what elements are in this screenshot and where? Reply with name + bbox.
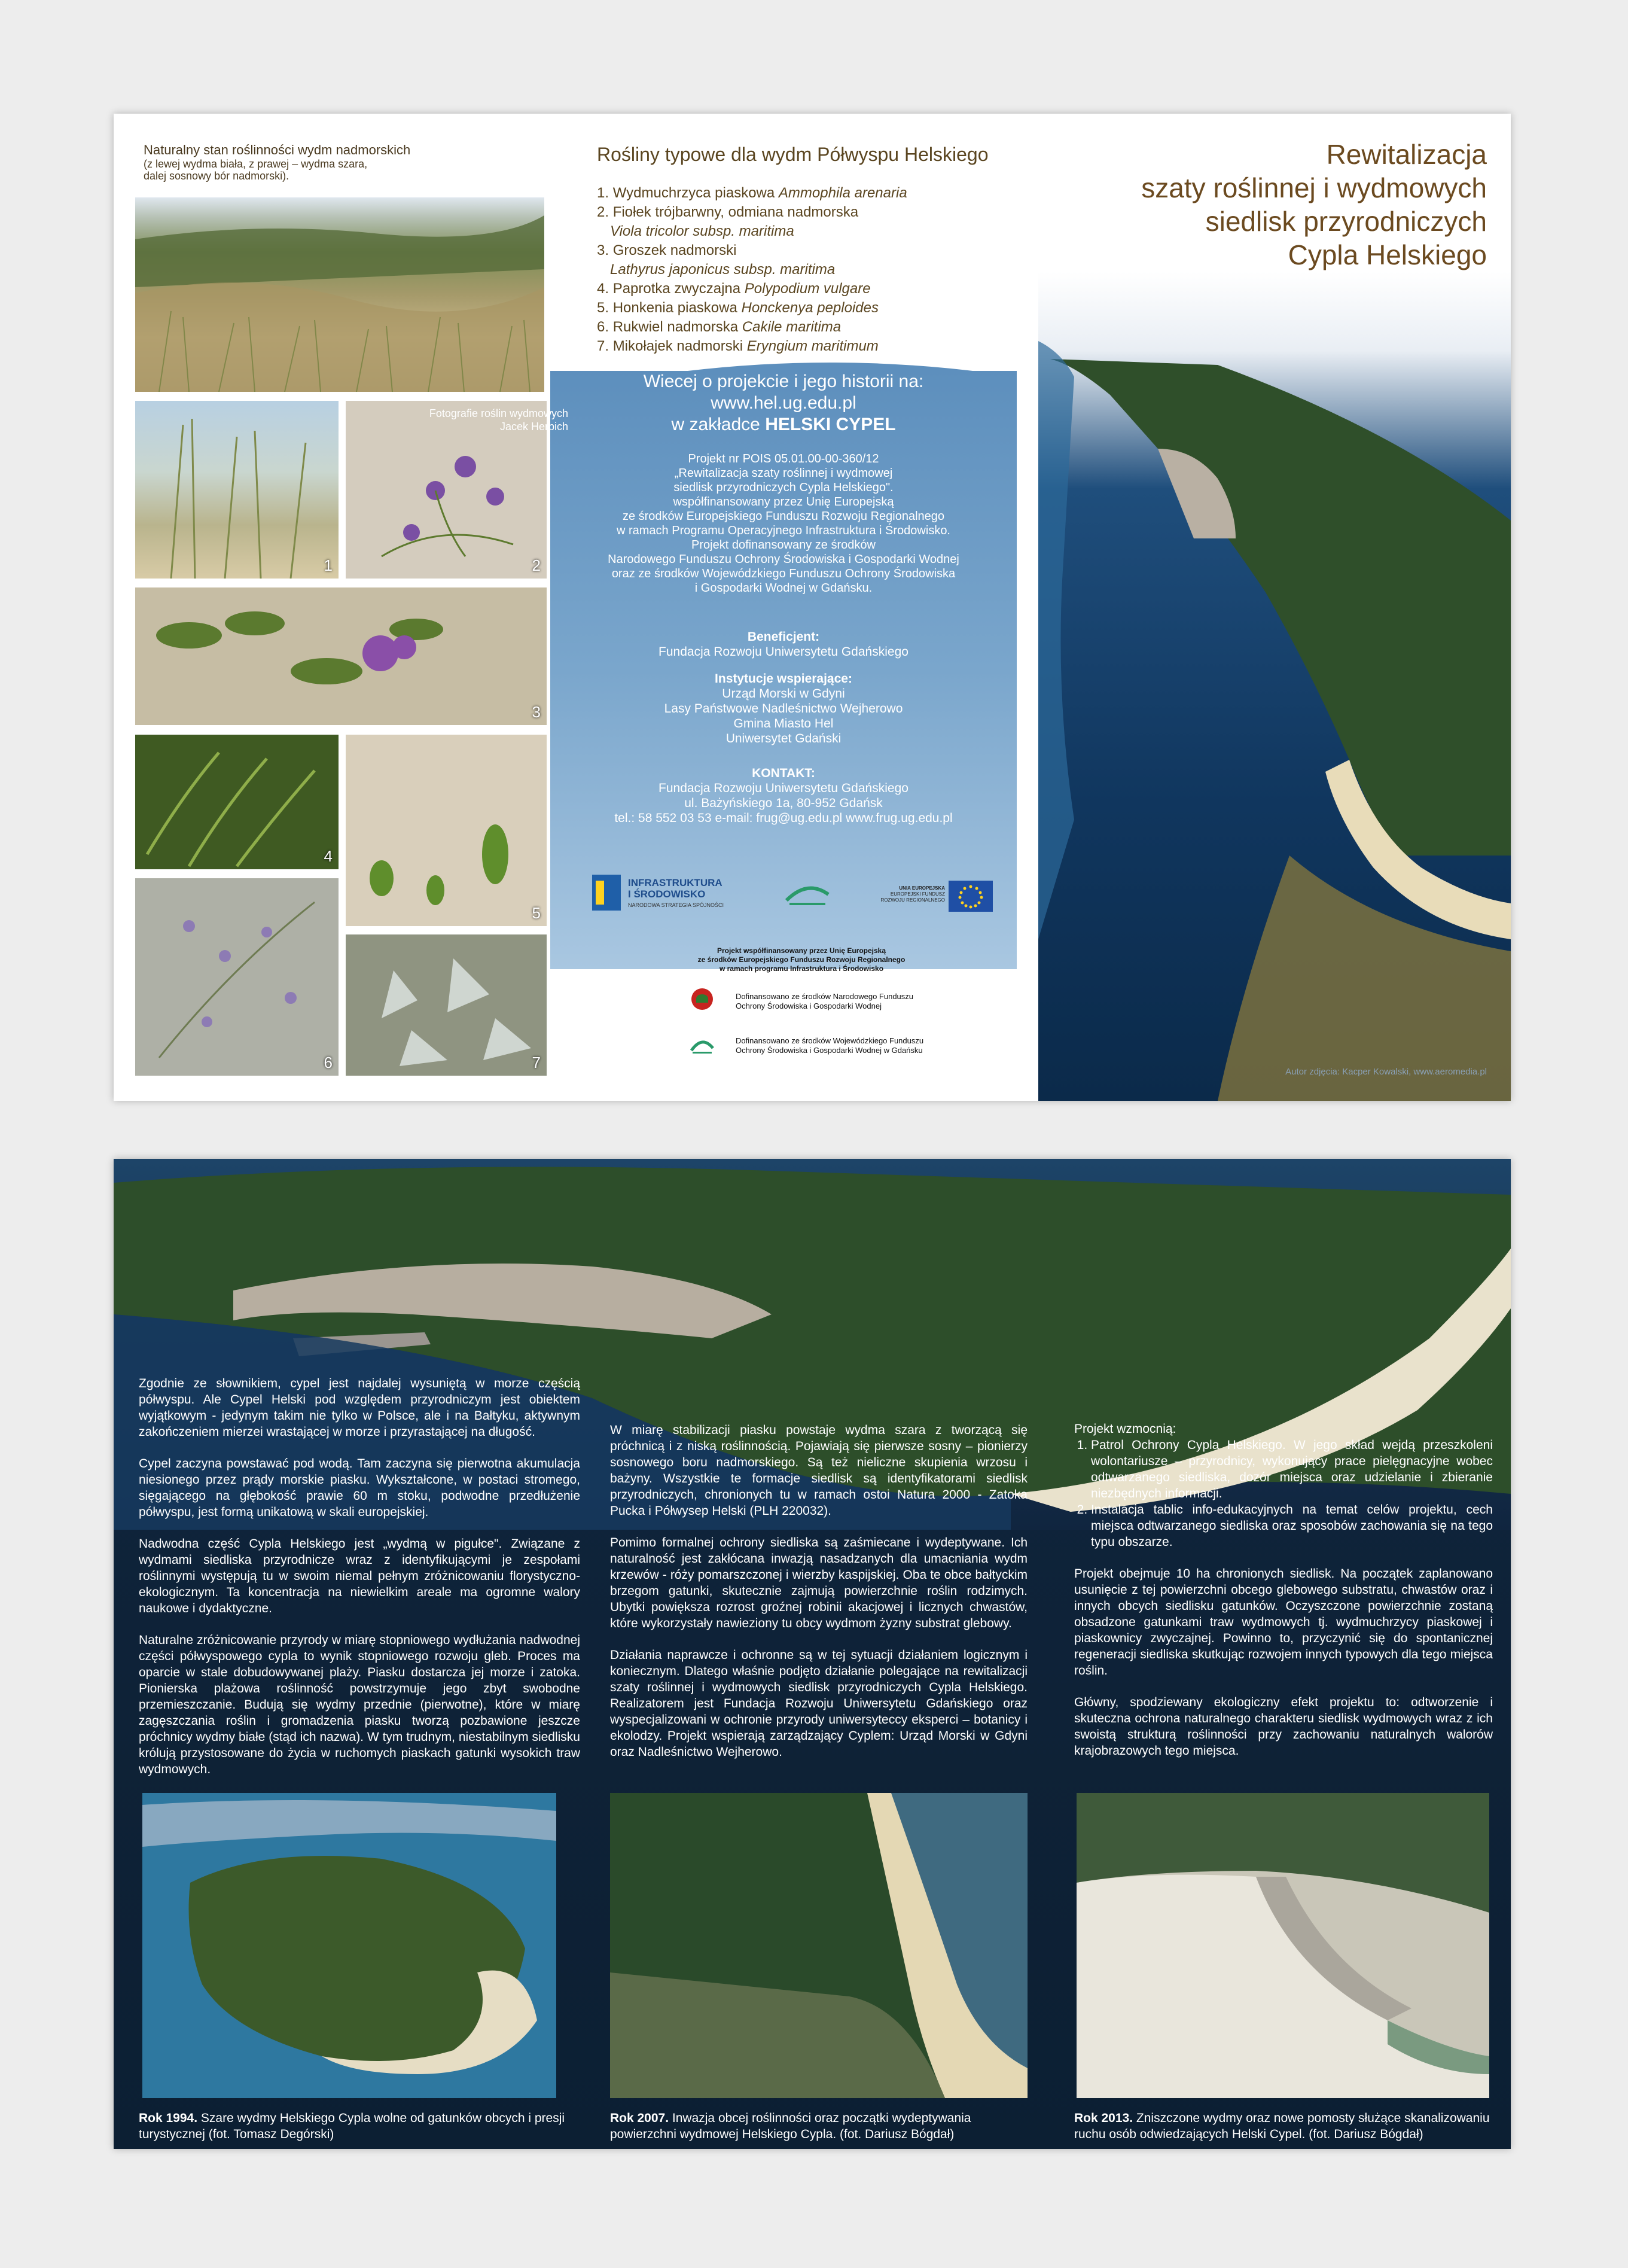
plant-list-item — [597, 241, 1016, 279]
support-block — [550, 671, 1017, 746]
plant-name: Mikołajek nadmorski — [612, 338, 743, 354]
project-description-line: Projekt nr POIS 05.01.00-00-360/12 — [688, 452, 879, 465]
plant-photo-number: 7 — [532, 1054, 541, 1071]
project-description-line: siedlisk przyrodniczych Cypla Helskiego". — [673, 481, 894, 494]
support-label: Instytucje wspierające: — [715, 672, 852, 686]
project-description-line: w ramach Programu Operacyjnego Infrastruktura i Środowisko. — [616, 524, 950, 537]
col3-intro: Projekt wzmocnią: — [1074, 1422, 1176, 1436]
lasy-panstwowe-logo — [783, 876, 831, 912]
project-description-line: współfinansowany przez Unię Europejską — [673, 495, 894, 509]
support-institution: Gmina Miasto Hel — [733, 717, 834, 730]
plant-number: 1. — [597, 185, 613, 201]
photo-2013 — [1077, 1793, 1489, 2098]
is-logo-stripe — [596, 881, 604, 905]
contact-block — [550, 766, 1017, 826]
plant-number: 5. — [597, 300, 613, 316]
contact-line: ul. Bażyńskiego 1a, 80-952 Gdańsk — [684, 796, 883, 810]
plant-photo-1 — [135, 401, 339, 579]
caption-2007-year: Rok 2007. — [610, 2111, 669, 2125]
project-description-line: oraz ze środków Wojewódzkiego Funduszu Ochrony Środowiska — [611, 567, 956, 580]
plant-list-item — [597, 184, 1016, 203]
cofin-line1: Projekt współfinansowany przez Unię Europejską — [717, 946, 886, 955]
column-2-paragraph: Pomimo formalnej ochrony siedliska są zaśmiecane i wydeptywane. Ich naturalność jest zakłócana inwazją nasadzanych dla umacniania wydm krzewów - róży pomarszczonej i wierzby kaspijskiej. Oba te obce bałtyckim brzegom gatunki, skutecznie zajmują powierzchnie roślin rodzimych. Ubytki powiększa rozrost groźnej robinii akacjowej i licznych chwastów, które wykorzystały nawieziony tu obcy wydmom żyzny substrat glebowy. — [610, 1536, 1028, 1630]
project-description-line: i Gospodarki Wodnej w Gdańsku. — [694, 582, 873, 595]
plants-list — [597, 184, 1016, 356]
caption-2007-text: Inwazja obcej roślinności oraz początki wydeptywania powierzchni wydmowej Helskiego Cypla. (fot. Dariusz Bógdał) — [610, 2111, 971, 2141]
wfosigw-logo-icon — [689, 1033, 715, 1059]
plant-photo-number: 5 — [532, 904, 541, 922]
cofin-line2: ze środków Europejskiego Funduszu Rozwoju Regionalnego — [697, 955, 906, 964]
is-logo-line3: NARODOWA STRATEGIA SPÓJNOŚCI — [628, 902, 724, 908]
plant-name: Rukwiel nadmorska — [612, 319, 739, 335]
dune-caption-sub-1: (z lewej wydma biała, z prawej – wydma szara, — [144, 158, 368, 170]
project-more-info — [550, 371, 1017, 436]
column-3-paragraph: Główny, spodziewany ekologiczny efekt projektu to: odtworzenie i skuteczna ochrona naturalnego charakteru siedlisk wydmowych wraz z ich swoistą strukturą roślinności przy zachowaniu naturalnych walorów krajobrazowych tego miejsca. — [1074, 1695, 1493, 1758]
more-info-line1: Wiecej o projekcie i jego historii na: — [643, 372, 924, 391]
inside-column-1 — [139, 1375, 580, 1793]
cover-photo-credit: Autor zdjęcia: Kacper Kowalski, www.aeromedia.pl — [1285, 1067, 1487, 1077]
plant-latin-name: Viola tricolor subsp. maritima — [610, 223, 794, 239]
is-logo-line2: I ŚRODOWISKO — [628, 888, 706, 900]
contact-line: tel.: 58 552 03 53 e-mail: frug@ug.edu.pl www.frug.ug.edu.pl — [614, 811, 953, 825]
plant-latin-name: Honckenya peploides — [741, 300, 879, 316]
cover-title-line: siedlisk przyrodniczych — [1205, 206, 1487, 237]
col3-paragraphs — [1074, 1566, 1493, 1759]
plant-photo-5 — [346, 735, 547, 926]
col3-list-item: 1. Patrol Ochrony Cypla Helskiego. W jego skład wejdą przeszkoleni wolontariusze – przyrodnicy, wykonujący prace pielęgnacyjne wobec odtwarzanego siedliska, dozór miejsca oraz udzielanie i zbieranie niezbędnych informacji. — [1091, 1437, 1493, 1502]
plant-number: 7. — [597, 338, 613, 354]
plant-latin-name: Eryngium maritimum — [746, 338, 879, 354]
dune-photo-caption — [144, 142, 467, 182]
caption-2007 — [610, 2110, 1029, 2142]
eu-logo-line3: ROZWOJU REGIONALNEGO — [880, 897, 945, 903]
column-2-paragraph: W miarę stabilizacji piasku powstaje wydma szara z tworzącą się próchnicą i z niską roślinnością. Pojawiają się pierwsze sosny – pionierzy sosnowego boru nadmorskiego. Są też nieliczne skupienia wrzosu i bażyny. Wszystkie te formacje siedlisk są identyfikatorami siedlisk przyrodniczych, chronionych tu w ramach ostoi Natura 2000 - Zatoka Pucka i Półwysep Helski (PLH 220032). — [610, 1423, 1028, 1518]
plant-photos-credit — [365, 407, 568, 433]
column-1-paragraph: Zgodnie ze słownikiem, cypel jest najdalej wysuniętą w morze częścią półwyspu. Ale Cypel Helski pod względem przyrodniczym jest obiektem wyjątkowym - jedynym takim nie tylko w Polsce, ale i na Bałtyku, aktywnym zakończeniem mierzei wrastającej w morze i przyrastającej na długość. — [139, 1377, 580, 1439]
project-description-line: „Rewitalizacja szaty roślinnej i wydmowej — [674, 467, 893, 480]
plant-photos-credit-name: Jacek Herbich — [499, 421, 568, 433]
plants-title: Rośliny typowe dla wydm Półwyspu Helskiego — [597, 144, 989, 165]
plant-number: 3. — [597, 242, 613, 258]
eu-logo-line2: EUROPEJSKI FUNDUSZ — [890, 891, 945, 897]
nfos-line1: Dofinansowano ze środków Narodowego Funduszu — [736, 992, 914, 1001]
plant-photo-number: 1 — [324, 556, 333, 574]
wfosigw-note — [736, 1036, 999, 1055]
column-1-paragraph: Naturalne zróżnicowanie przyrody w miarę stopniowego wydłużania nadwodnej części półwyspowego cypla to wynik stopniowego rozwoju gleb. Proces ma oparcie w stale dobudowywanej plaży. Piasku dostarcza jej morze i zatoka. Pionierska plażowa roślinność powstrzymuje jego zbyt swobodne przemieszczanie. Budują się wydmy przednie (pierwotne), które w miarę zagęszczania roślin i gromadzenia piasku tworzą pozbawione jeszcze próchnicy wydmy białe (stąd ich nazwa). W tym trudnym, niestabilnym siedlisku królują przystosowane do życia w ruchomych piaskach gatunki wysokich traw wydmowych. — [139, 1633, 580, 1776]
infrastruktura-logo — [592, 875, 736, 917]
cover-title-line: szaty roślinnej i wydmowych — [1141, 172, 1487, 203]
support-institution: Lasy Państwowe Nadleśnictwo Wejherowo — [664, 702, 903, 716]
photo-2007 — [610, 1793, 1028, 2098]
plants-section — [597, 144, 1016, 356]
cofin-line3: w ramach programu Infrastruktura i Środowisko — [719, 964, 884, 973]
plant-photo-6 — [135, 878, 339, 1076]
plant-number: 4. — [597, 281, 613, 297]
plant-latin-name: Cakile maritima — [742, 319, 842, 335]
cover-title-line: Cypla Helskiego — [1288, 239, 1487, 270]
dune-landscape-photo — [135, 197, 544, 392]
caption-2013 — [1074, 2110, 1493, 2142]
project-description-line: Narodowego Funduszu Ochrony Środowiska i Gospodarki Wodnej — [608, 553, 959, 566]
plant-photo-number: 2 — [532, 556, 541, 574]
eu-logo-line1: UNIA EUROPEJSKA — [899, 885, 945, 891]
inside-column-3 — [1074, 1421, 1493, 1774]
plant-number: 6. — [597, 319, 613, 335]
plant-list-item — [597, 299, 1016, 318]
plant-name: Groszek nadmorski — [612, 242, 737, 258]
caption-2013-year: Rok 2013. — [1074, 2111, 1133, 2125]
cofinancing-note — [598, 946, 1005, 973]
is-logo-line1: INFRASTRUKTURA — [628, 877, 722, 888]
dune-caption-sub-2: dalej sosnowy bór nadmorski). — [144, 170, 289, 182]
plant-photos-credit-label: Fotografie roślin wydmowych — [429, 407, 568, 419]
plant-latin-name: Polypodium vulgare — [744, 281, 871, 297]
caption-1994-text: Szare wydmy Helskiego Cypla wolne od gatunków obcych i presji turystycznej (fot. Tomasz Degórski) — [139, 2111, 565, 2141]
wfos-line1: Dofinansowano ze środków Wojewódzkiego Funduszu — [736, 1036, 924, 1045]
wfos-line2: Ochrony Środowiska i Gospodarki Wodnej w Gdańsku — [736, 1046, 923, 1055]
caption-1994-year: Rok 1994. — [139, 2111, 198, 2125]
nfosigw-logo-icon — [691, 988, 713, 1010]
plant-name: Fiołek trójbarwny, odmiana nadmorska — [612, 204, 859, 220]
contact-line: Fundacja Rozwoju Uniwersytetu Gdańskiego — [658, 781, 908, 795]
cover-aerial-photo — [1038, 341, 1511, 1101]
support-institution: Urząd Morski w Gdyni — [722, 687, 845, 701]
column-3-paragraph: Projekt obejmuje 10 ha chronionych siedlisk. Na początek zaplanowano usunięcie z tej powierzchni obcego glebowego substratu, chwastów oraz i innych obcych siedlisku gatunków. Oczyszczone powierzchnie zostaną obsadzone gatunkami traw wydmowych tj. wydmuchrzycy piaskowej i piaskownicy zwyczajnej. Powinno to, przyczynić się do spontanicznej regeneracji siedliska skutkując rozwojem innych typowych dla tego miejsca roślin. — [1074, 1567, 1493, 1678]
col3-list-item: 2. Instalacja tablic info-edukacyjnych na temat celów projektu, cech miejsca odtwarzanego siedliska oraz sposobów zachowania się na tego typu obszarze. — [1091, 1502, 1493, 1550]
plant-photo-number: 4 — [324, 847, 333, 865]
beneficiary-label: Beneficjent: — [747, 630, 820, 644]
contact-label: KONTAKT: — [752, 766, 815, 780]
plant-photo-4 — [135, 735, 339, 869]
eu-flag-icon — [949, 881, 993, 912]
project-description — [550, 452, 1017, 595]
column-1-paragraph: Cypel zaczyna powstawać pod wodą. Tam zaczyna się pierwotna akumulacja niesionego przez prądy morskie piasku. Wykształcone, w postaci stromego, sięgającego na głębokość prawie 60 m stoku, podwodne przedłużenie półwyspu, jest formą unikatową w skali europejskiej. — [139, 1457, 580, 1519]
cover-title — [1141, 138, 1487, 272]
plant-photo-number: 3 — [532, 703, 541, 721]
plant-latin-name: Ammophila arenaria — [778, 185, 907, 201]
cover-title-line: Rewitalizacja — [1326, 139, 1487, 170]
beneficiary-block — [550, 629, 1017, 659]
support-institution: Uniwersytet Gdański — [725, 732, 842, 745]
inside-column-2 — [610, 1422, 1028, 1776]
contact-list — [550, 781, 1017, 826]
plant-list-item — [597, 279, 1016, 299]
plant-photo-number: 6 — [324, 1054, 333, 1071]
more-info-url[interactable]: www.hel.ug.edu.pl — [711, 393, 856, 413]
nfosigw-note — [736, 992, 999, 1011]
column-1-paragraph: Nadwodna część Cypla Helskiego jest „wydmą w pigułce". Związane z wydmami siedliska przyrodnicze wraz z identyfikującymi je zespołami roślinnymi występują tu w swoim niemal pełnym zróżnicowaniu florystyczno-ekologicznym. Ta koncentracja na niewielkim areale ma ogromne walory naukowe i dydaktyczne. — [139, 1537, 580, 1615]
project-description-line: ze środków Europejskiego Funduszu Rozwoju Regionalnego — [622, 510, 945, 523]
brochure-inside-sheet — [114, 1159, 1511, 2149]
project-description-line: Projekt dofinansowany ze środków — [691, 538, 876, 552]
column-2-paragraph: Działania naprawcze i ochronne są w tej sytuacji działaniem logicznym i koniecznym. Dlatego właśnie podjęto działanie polegające na rewitalizacji szaty roślinnej i wydmowych siedlisk przyrodniczych Cypla Helskiego. Realizatorem jest Fundacja Rozwoju Uniwersytetu Gdańskiego oraz wyspecjalizowani w ochronie przyrody uniwersyteccy eksperci – botanicy i ekolodzy. Projekt wspierają zarządzający Cyplem: Urząd Morski w Gdyni oraz Nadleśnictwo Wejherowo. — [610, 1648, 1028, 1759]
plant-number: 2. — [597, 204, 613, 220]
plant-name: Paprotka zwyczajna — [612, 281, 741, 297]
plant-photo-7 — [346, 934, 547, 1076]
plant-list-item — [597, 318, 1016, 337]
plant-list-item — [597, 203, 1016, 241]
beneficiary-name: Fundacja Rozwoju Uniwersytetu Gdańskiego — [658, 645, 908, 659]
plant-name: Honkenia piaskowa — [612, 300, 737, 316]
plant-photo-3 — [135, 587, 547, 725]
more-info-tab-name: HELSKI CYPEL — [765, 415, 896, 434]
brochure-outside-sheet — [114, 114, 1511, 1101]
support-list — [550, 686, 1017, 746]
caption-1994 — [139, 2110, 581, 2142]
plant-latin-name: Lathyrus japonicus subsp. maritima — [610, 261, 836, 278]
photo-1994 — [142, 1793, 556, 2098]
plant-name: Wydmuchrzyca piaskowa — [612, 185, 775, 201]
nfos-line2: Ochrony Środowiska i Gospodarki Wodnej — [736, 1001, 882, 1010]
dune-grass-drawing — [135, 197, 544, 392]
eu-logo-text — [879, 885, 945, 903]
col3-list — [1074, 1437, 1493, 1550]
more-info-prefix: w zakładce — [671, 415, 760, 434]
cover-panel — [1038, 114, 1511, 1101]
caption-2013-text: Zniszczone wydmy oraz nowe pomosty służące skanalizowaniu ruchu osób odwiedzających Helski Cypel. (fot. Dariusz Bógdał) — [1074, 2111, 1490, 2141]
dune-caption-title: Naturalny stan roślinności wydm nadmorskich — [144, 142, 411, 157]
